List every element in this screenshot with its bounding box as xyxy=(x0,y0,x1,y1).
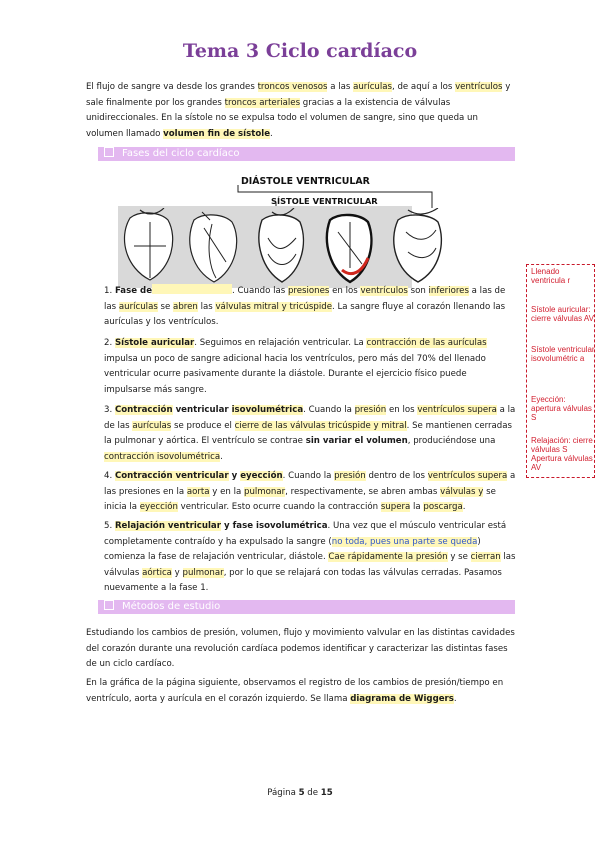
heart-diagram-3 xyxy=(254,208,310,286)
collapse-square-icon[interactable] xyxy=(104,600,114,610)
heart-diagram-1 xyxy=(120,208,180,286)
comment-1[interactable]: Llenado ventricula r xyxy=(531,267,571,285)
study-paragraph-2: En la gráfica de la página siguiente, observamos el registro de los cambios de presión/tiempo en ventrículo, aorta y aurícula en el corazón izquierdo. Se llama diagrama de Wiggers. xyxy=(86,678,504,704)
intro-paragraph: El flujo de sangre va desde los grandes troncos venosos a las aurículas, de aquí a los ventrículos y sale finalmente por los grandes troncos arteriales gracias a la existencia de válvulas unidireccionales. En la sístole no se expulsa todo el volumen de sangre, sino que queda un volumen llamado volumen fin de sístole. xyxy=(86,82,511,139)
comment-4[interactable]: Eyección: apertura válvulas S xyxy=(531,395,592,422)
study-paragraph-1: Estudiando los cambios de presión, volumen, flujo y movimiento valvular en las distintas cavidades del corazón durante una revolución cardíaca podemos identificar y caracterizar las distintas fases de un ciclo cardíaco. xyxy=(86,628,515,670)
heart-diagram-5 xyxy=(388,208,450,286)
phase-1-paragraph: 1. Fase de . Cuando las presiones en los ventrículos son inferiores a las de las aurículas se abren las válvulas mitral y tricúspide. La sangre fluye al corazón llenando las aurículas y los ventrículos. xyxy=(104,286,506,328)
phase-4-paragraph: 4. Contracción ventricular y eyección. Cuando la presión dentro de los ventrículos supera a las presiones en la aorta y en la pulmonar, respectivamente, se abren ambas válvulas y se inicia la eyección ventricular. Esto ocurre cuando la contracción supera la poscarga. xyxy=(104,471,516,513)
collapse-square-icon[interactable] xyxy=(104,147,114,157)
comment-5[interactable]: Relajación: cierre válvulas S Apertura válvulas AV xyxy=(531,436,593,472)
comment-3[interactable]: Sístole ventricular isovolumétric a xyxy=(531,345,595,363)
cardiac-cycle-figure xyxy=(116,170,476,288)
page-title: Tema 3 Ciclo cardíaco xyxy=(182,40,418,62)
figure-label-diastole: DIÁSTOLE VENTRICULAR xyxy=(241,176,370,187)
section-header-methods: Métodos de estudio xyxy=(98,600,515,614)
heart-diagram-2 xyxy=(184,208,244,286)
section-header-phases: Fases del ciclo cardíaco xyxy=(98,147,515,161)
blank-highlight xyxy=(152,284,232,294)
phase-2-paragraph: 2. Sístole auricular. Seguimos en relajación ventricular. La contracción de las aurículas impulsa un poco de sangre adicional hacia los ventrículos, pero más del 70% del llenado ventricular ocurre pasivamente durante la diástole. Durante el ejercicio físico puede impulsarse más sangre. xyxy=(104,338,487,395)
phase-3-paragraph: 3. Contracción ventricular isovolumétrica. Cuando la presión en los ventrículos supera a la de las aurículas se produce el cierre de las válvulas tricúspide y mitral. Se mantienen cerradas la pulmonar y aórtica. El ventrículo se contrae sin variar el volumen, produciéndose una contracción isovolumétrica. xyxy=(104,405,516,462)
comment-2[interactable]: Sístole auricular: cierre válvulas AV xyxy=(531,305,594,323)
page-footer: Página 5 de 15 xyxy=(267,788,333,798)
heart-diagram-4 xyxy=(322,208,378,286)
figure-label-systole: SÍSTOLE VENTRICULAR xyxy=(271,196,378,206)
phase-5-paragraph: 5. Relajación ventricular y fase isovolumétrica. Una vez que el músculo ventricular está completamente contraído y ha expulsado la sangre (no toda, pues una parte se queda) comienza la fase de relajación ventricular, diástole. Cae rápidamente la presión y se cierran las válvulas aórtica y pulmonar, por lo que se relajará con todas las válvulas cerradas. Pasamos nuevamente a la fase 1. xyxy=(104,521,516,594)
